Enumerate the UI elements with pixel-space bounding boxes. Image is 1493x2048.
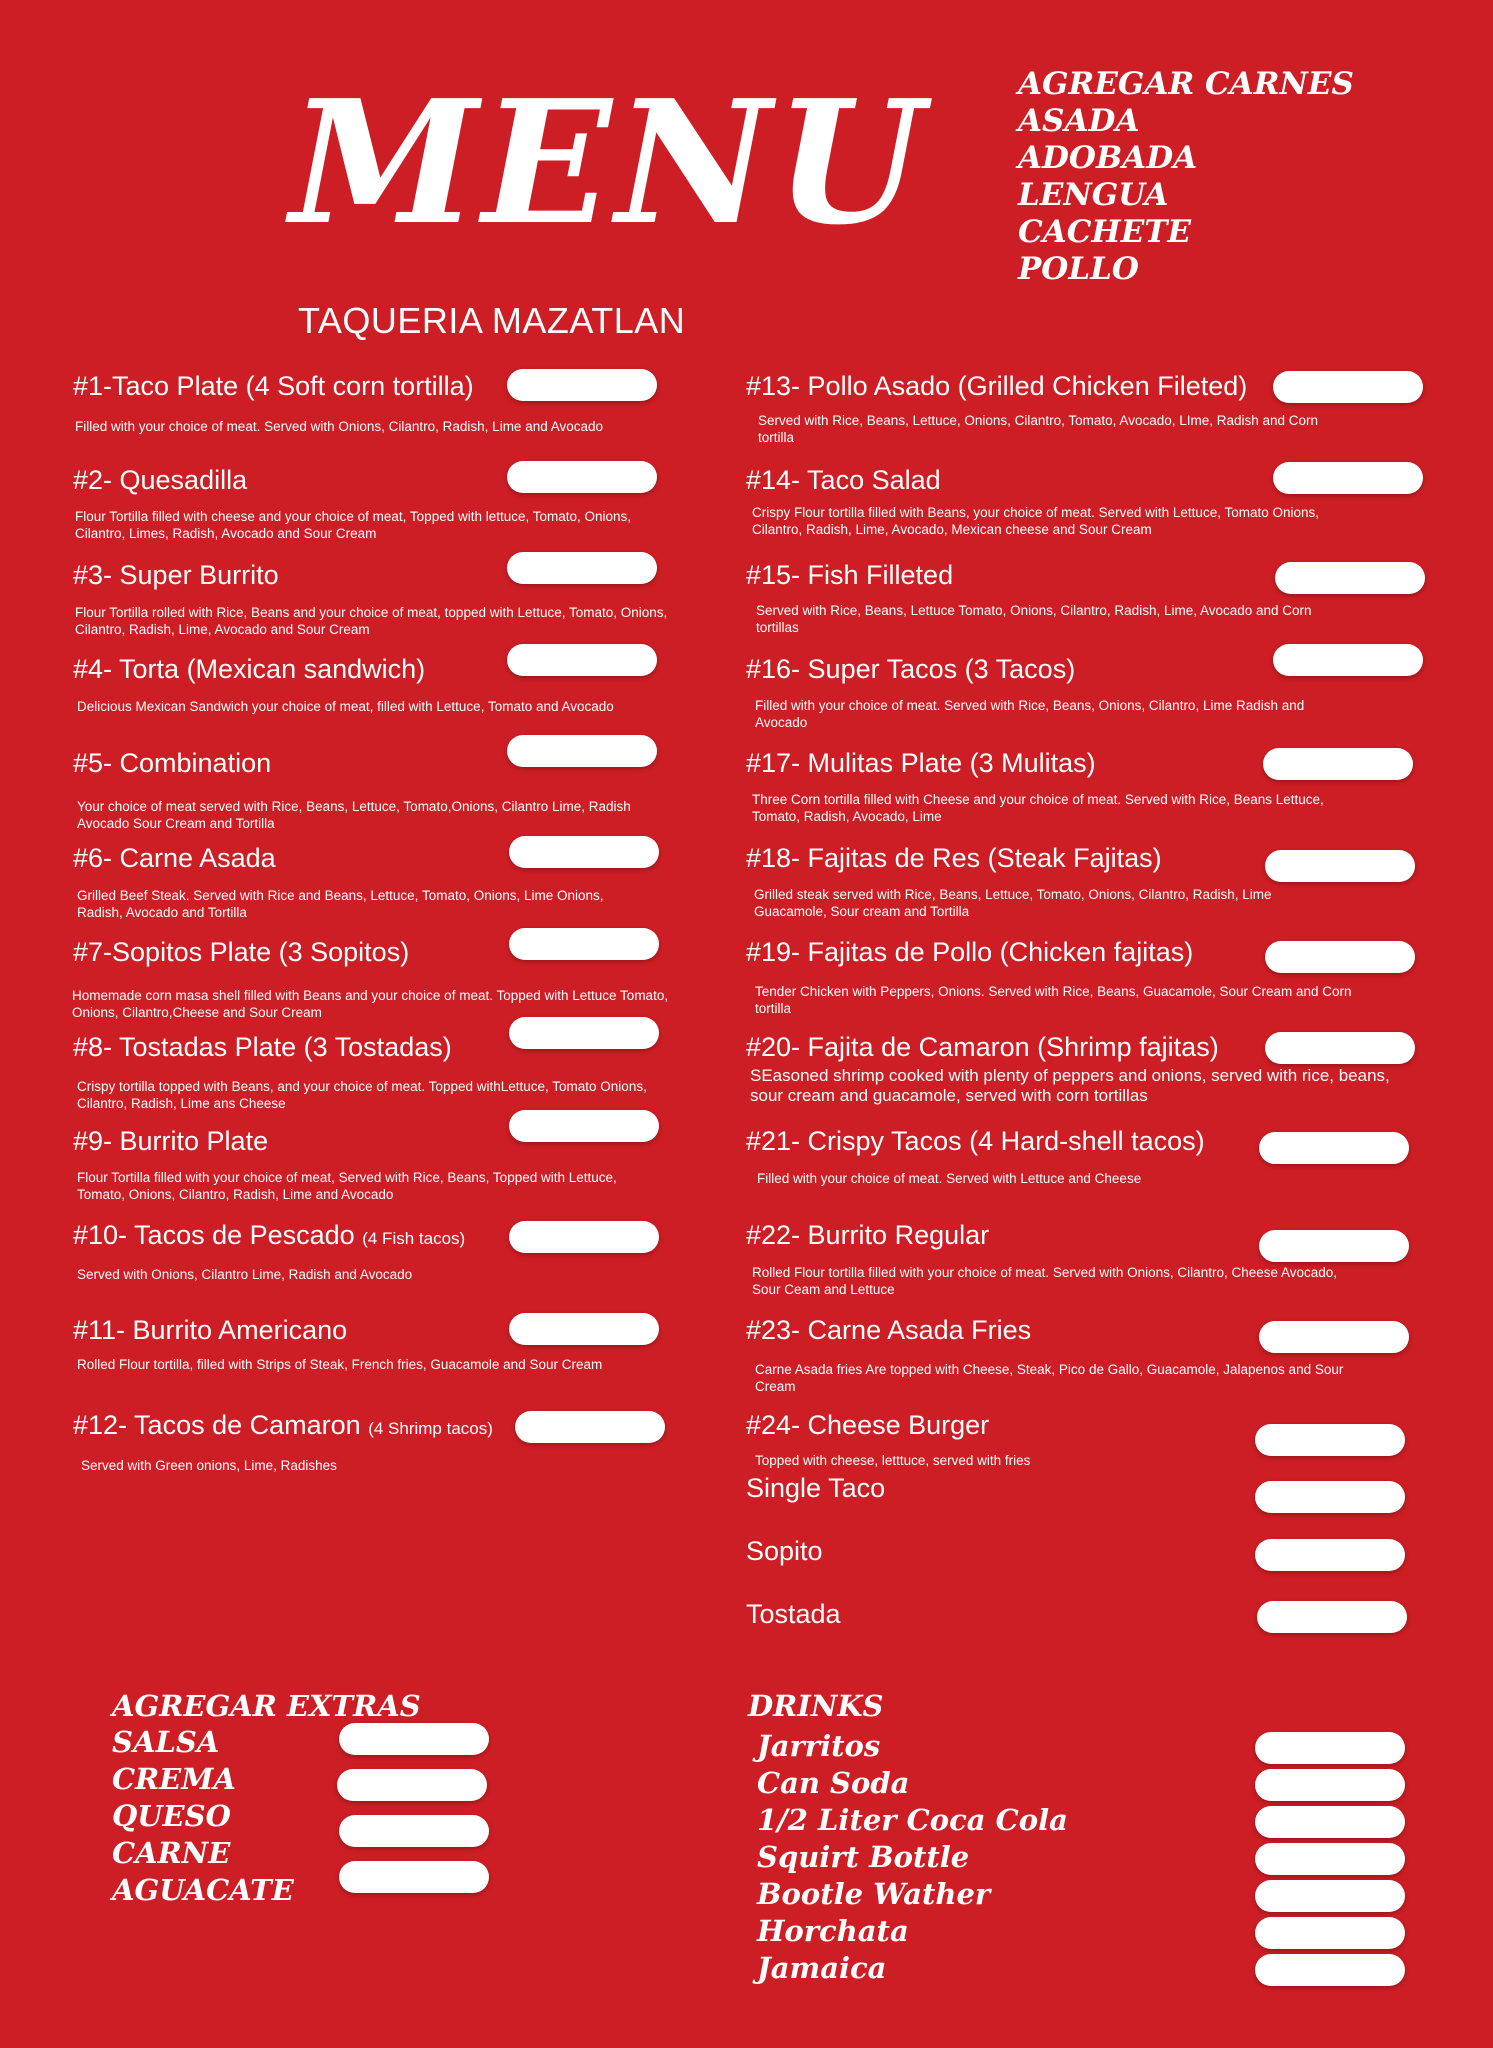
- price-pill: [507, 369, 657, 401]
- menu-item-note: (4 Fish tacos): [362, 1229, 466, 1248]
- menu-item-name: #24- Cheese Burger: [746, 1410, 990, 1440]
- price-pill: [339, 1815, 489, 1847]
- price-pill: [1273, 462, 1423, 494]
- menu-item-name: #13- Pollo Asado (Grilled Chicken Fileted): [746, 371, 1248, 401]
- price-pill: [1275, 562, 1425, 594]
- single-item-name: Sopito: [746, 1536, 823, 1566]
- drink-item: Jarritos: [757, 1729, 881, 1763]
- drink-item: 1/2 Liter Coca Cola: [757, 1803, 1068, 1837]
- carnes-heading: AGREGAR CARNES: [1018, 66, 1354, 102]
- menu-item-name: #20- Fajita de Camaron (Shrimp fajitas): [746, 1032, 1219, 1062]
- menu-item-desc: Flour Tortilla rolled with Rice, Beans and your choice of meat, topped with Lettuce, Tomato, Onions, Cilantro, Radish, Lime, Avocado and Sour Cream: [75, 605, 668, 637]
- menu-item-name: #5- Combination: [73, 748, 272, 778]
- price-pill: [1259, 1132, 1409, 1164]
- drinks-heading: DRINKS: [748, 1689, 884, 1723]
- menu-item-name: [73, 1221, 465, 1251]
- price-pill: [1257, 1601, 1407, 1633]
- drink-item: Can Soda: [757, 1766, 910, 1800]
- menu-item-title: #10- Tacos de Pescado: [73, 1220, 355, 1250]
- price-pill: [339, 1861, 489, 1893]
- extra-item: CREMA: [112, 1762, 236, 1796]
- price-pill: [507, 552, 657, 584]
- price-pill: [1259, 1230, 1409, 1262]
- price-pill: [1255, 1843, 1405, 1875]
- menu-item-desc: Topped with cheese, letttuce, served with fries: [755, 1453, 1031, 1468]
- menu-item-desc: SEasoned shrimp cooked with plenty of peppers and onions, served with rice, beans, sour cream and guacamole, served with corn tortillas: [750, 1066, 1390, 1105]
- menu-item-name: #11- Burrito Americano: [73, 1315, 348, 1345]
- price-pill: [1259, 1321, 1409, 1353]
- price-pill: [507, 461, 657, 493]
- price-pill: [515, 1411, 665, 1443]
- price-pill: [509, 1313, 659, 1345]
- menu-item-desc: Crispy Flour tortilla filled with Beans, your choice of meat. Served with Lettuce, Tomato Onions, Cilantro, Radish, Lime, Avocado, Mexican cheese and Sour Cream: [752, 505, 1320, 537]
- price-pill: [1273, 371, 1423, 403]
- menu-item-name: #8- Tostadas Plate (3 Tostadas): [73, 1032, 452, 1062]
- menu-item-desc: Rolled Flour tortilla filled with your choice of meat. Served with Onions, Cilantro, Cheese Avocado, Sour Ceam and Lettuce: [752, 1265, 1338, 1297]
- price-pill: [1263, 748, 1413, 780]
- menu-item-desc: Filled with your choice of meat. Served with Lettuce and Cheese: [757, 1171, 1142, 1186]
- menu-item-name: #15- Fish Filleted: [746, 560, 954, 590]
- agregar-carnes-list: [1018, 66, 1354, 288]
- menu-item-desc: Served with Rice, Beans, Lettuce Tomato, Onions, Cilantro, Radish, Lime, Avocado and Corn tortillas: [756, 603, 1312, 635]
- single-item-name: Single Taco: [746, 1473, 886, 1503]
- menu-item-desc: Tender Chicken with Peppers, Onions. Served with Rice, Beans, Guacamole, Sour Cream and Corn tortilla: [755, 984, 1352, 1016]
- menu-item-desc: Rolled Flour tortilla, filled with Strips of Steak, French fries, Guacamole and Sour Cream: [77, 1357, 603, 1372]
- single-item-name: Tostada: [746, 1599, 841, 1629]
- menu-item-name: #14- Taco Salad: [746, 465, 941, 495]
- menu-title: MENU: [290, 63, 928, 263]
- extra-item: AGUACATE: [112, 1873, 294, 1907]
- price-pill: [1255, 1732, 1405, 1764]
- menu-item-name: #23- Carne Asada Fries: [746, 1315, 1032, 1345]
- restaurant-name: TAQUERIA MAZATLAN: [298, 300, 686, 341]
- extras-heading: AGREGAR EXTRAS: [112, 1689, 421, 1723]
- menu-item-name: #17- Mulitas Plate (3 Mulitas): [746, 748, 1096, 778]
- price-pill: [1255, 1806, 1405, 1838]
- menu-item-name: #1-Taco Plate (4 Soft corn tortilla): [73, 371, 474, 401]
- menu-item-desc: Served with Onions, Cilantro Lime, Radish and Avocado: [77, 1267, 413, 1282]
- menu-item-name: [73, 1411, 493, 1441]
- menu-item-name: #21- Crispy Tacos (4 Hard-shell tacos): [746, 1126, 1205, 1156]
- menu-item-desc: Served with Rice, Beans, Lettuce, Onions, Cilantro, Tomato, Avocado, LIme, Radish and Corn tortilla: [758, 413, 1319, 445]
- menu-item-name: #9- Burrito Plate: [73, 1126, 269, 1156]
- price-pill: [509, 1221, 659, 1253]
- drink-item: Jamaica: [757, 1951, 887, 1985]
- price-pill: [339, 1723, 489, 1755]
- menu-item-desc: Homemade corn masa shell filled with Beans and your choice of meat. Topped with Lettuce Tomato, Onions, Cilantro,Cheese and Sour Cream: [72, 988, 669, 1020]
- menu-item-note: (4 Shrimp tacos): [368, 1419, 493, 1438]
- price-pill: [337, 1769, 487, 1801]
- price-pill: [509, 928, 659, 960]
- menu-item-name: #2- Quesadilla: [73, 465, 248, 495]
- price-pill: [509, 836, 659, 868]
- extra-item: QUESO: [112, 1799, 231, 1833]
- menu-item-desc: Your choice of meat served with Rice, Beans, Lettuce, Tomato,Onions, Cilantro Lime, Radish Avocado Sour Cream and Tortilla: [77, 799, 631, 831]
- extra-item: SALSA: [112, 1725, 220, 1759]
- menu-item-desc: Crispy tortilla topped with Beans, and your choice of meat. Topped withLettuce, Tomato Onions, Cilantro, Radish, Lime ans Cheese: [77, 1079, 647, 1111]
- price-pill: [1255, 1539, 1405, 1571]
- menu-item-name: #3- Super Burrito: [73, 560, 279, 590]
- menu-item-desc: Served with Green onions, Lime, Radishes: [81, 1458, 337, 1473]
- drink-item: Horchata: [757, 1914, 909, 1948]
- menu-item-title: #12- Tacos de Camaron: [73, 1410, 361, 1440]
- price-pill: [1255, 1954, 1405, 1986]
- drink-item: Squirt Bottle: [757, 1840, 970, 1874]
- menu-item-name: #6- Carne Asada: [73, 843, 276, 873]
- price-pill: [1255, 1917, 1405, 1949]
- extra-item: CARNE: [112, 1836, 231, 1870]
- price-pill: [507, 644, 657, 676]
- price-pill: [1255, 1769, 1405, 1801]
- carne-item: POLLO: [1018, 251, 1139, 287]
- menu-item-name: #7-Sopitos Plate (3 Sopitos): [73, 937, 410, 967]
- menu-item-name: #4- Torta (Mexican sandwich): [73, 654, 426, 684]
- price-pill: [1255, 1424, 1405, 1456]
- menu-item-name: #18- Fajitas de Res (Steak Fajitas): [746, 843, 1162, 873]
- price-pill: [509, 1017, 659, 1049]
- price-pill: [1273, 644, 1423, 676]
- menu-item-name: #16- Super Tacos (3 Tacos): [746, 654, 1076, 684]
- price-pill: [1265, 941, 1415, 973]
- menu-item-desc: Grilled Beef Steak. Served with Rice and Beans, Lettuce, Tomato, Onions, Lime Onions, Radish, Avocado and Tortilla: [77, 888, 604, 920]
- menu-item-desc: Filled with your choice of meat. Served with Onions, Cilantro, Radish, Lime and Avocado: [75, 419, 604, 434]
- menu-item-desc: Delicious Mexican Sandwich your choice of meat, filled with Lettuce, Tomato and Avocado: [77, 699, 614, 714]
- price-pill: [1265, 1032, 1415, 1064]
- menu-item-desc: Three Corn tortilla filled with Cheese and your choice of meat. Served with Rice, Beans Lettuce, Tomato, Radish, Avocado, Lime: [752, 792, 1324, 824]
- menu-item-name: #22- Burrito Regular: [746, 1220, 990, 1250]
- menu-item-desc: Flour Tortilla filled with cheese and your choice of meat, Topped with lettuce, Tomato, Onions, Cilantro, Limes, Radish, Avocado and Sour Cream: [75, 509, 632, 541]
- menu-item-desc: Filled with your choice of meat. Served with Rice, Beans, Onions, Cilantro, Lime Radish and Avocado: [755, 698, 1305, 730]
- price-pill: [1265, 850, 1415, 882]
- carne-item: ASADA: [1018, 103, 1140, 139]
- price-pill: [509, 1110, 659, 1142]
- drink-item: Bootle Wather: [757, 1877, 991, 1911]
- menu-item-desc: Flour Tortilla filled with your choice of meat, Served with Rice, Beans, Topped with Lettuce, Tomato, Onions, Cilantro, Radish, Lime and Avocado: [77, 1170, 617, 1202]
- price-pill: [1255, 1481, 1405, 1513]
- carne-item: ADOBADA: [1018, 140, 1198, 176]
- menu-item-desc: Carne Asada fries Are topped with Cheese, Steak, Pico de Gallo, Guacamole, Jalapenos and Sour Cream: [755, 1362, 1344, 1394]
- price-pill: [507, 735, 657, 767]
- carne-item: LENGUA: [1018, 177, 1169, 213]
- carne-item: CACHETE: [1018, 214, 1192, 250]
- menu-item-desc: Grilled steak served with Rice, Beans, Lettuce, Tomato, Onions, Cilantro, Radish, Lime Guacamole, Sour cream and Tortilla: [754, 887, 1272, 919]
- price-pill: [1255, 1880, 1405, 1912]
- menu-item-name: #19- Fajitas de Pollo (Chicken fajitas): [746, 937, 1194, 967]
